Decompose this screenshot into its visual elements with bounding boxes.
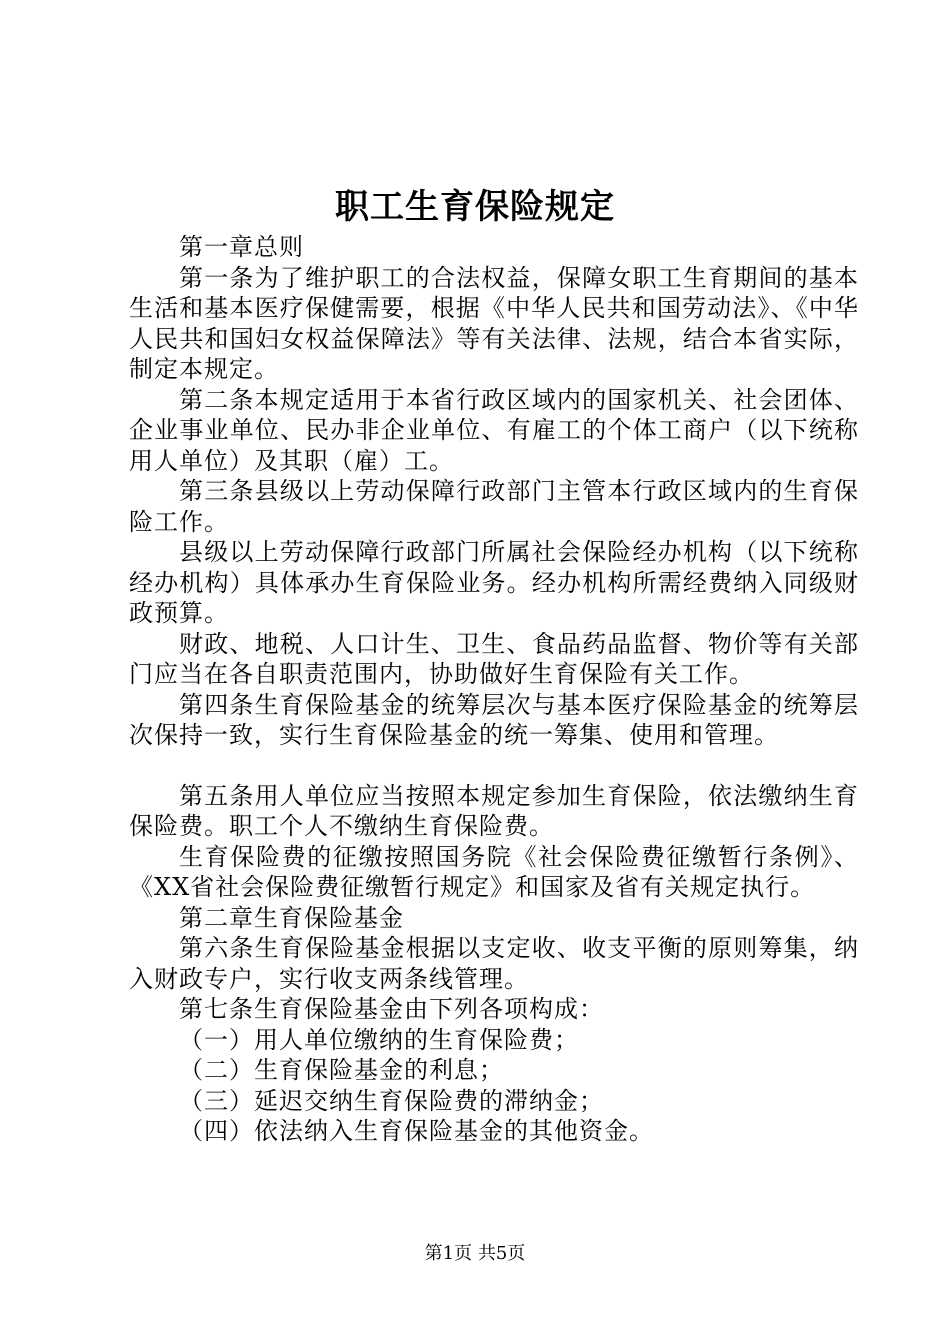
chapter-heading: 第二章生育保险基金 [179, 903, 404, 932]
article-paragraph: 第七条生育保险基金由下列各项构成： [179, 995, 604, 1023]
article-paragraph: 第三条县级以上劳动保障行政部门主管本行政区域内的生育保险工作。 [129, 477, 859, 536]
list-item: （三）延迟交纳生育保险费的滞纳金； [179, 1086, 604, 1115]
article-paragraph: 第六条生育保险基金根据以支定收、收支平衡的原则筹集，纳入财政专户，实行收支两条线管理。 [129, 934, 859, 993]
list-item: （二）生育保险基金的利息； [179, 1056, 504, 1084]
list-item: （四）依法纳入生育保险基金的其他资金。 [179, 1117, 654, 1145]
chapter-heading: 第一章总则 [179, 233, 304, 261]
article-paragraph: 生育保险费的征缴按照国务院《社会保险费征缴暂行条例》、《XX省社会保险费征缴暂行规定》和国家及省有关规定执行。 [129, 842, 859, 901]
article-paragraph: 第四条生育保险基金的统筹层次与基本医疗保险基金的统筹层次保持一致，实行生育保险基金的统一筹集、使用和管理。 [129, 690, 859, 749]
article-paragraph: 第二条本规定适用于本省行政区域内的国家机关、社会团体、企业事业单位、民办非企业单位、有雇工的个体工商户（以下统称用人单位）及其职（雇）工。 [129, 385, 859, 475]
article-paragraph: 第一条为了维护职工的合法权益，保障女职工生育期间的基本生活和基本医疗保健需要，根据《中华人民共和国劳动法》、《中华人民共和国妇女权益保障法》等有关法律、法规，结合本省实际，制定本规定。 [129, 263, 859, 383]
article-paragraph: 县级以上劳动保障行政部门所属社会保险经办机构（以下统称经办机构）具体承办生育保险业务。经办机构所需经费纳入同级财政预算。 [129, 538, 859, 627]
document-body [129, 232, 859, 1147]
document-title: 职工生育保险规定 [335, 187, 615, 227]
page-footer: 第1页 共5页 [424, 1243, 526, 1264]
article-paragraph: 财政、地税、人口计生、卫生、食品药品监督、物价等有关部门应当在各自职责范围内，协助做好生育保险有关工作。 [129, 629, 859, 688]
list-item: （一）用人单位缴纳的生育保险费； [179, 1025, 579, 1054]
article-paragraph: 第五条用人单位应当按照本规定参加生育保险，依法缴纳生育保险费。职工个人不缴纳生育保险费。 [129, 781, 859, 840]
